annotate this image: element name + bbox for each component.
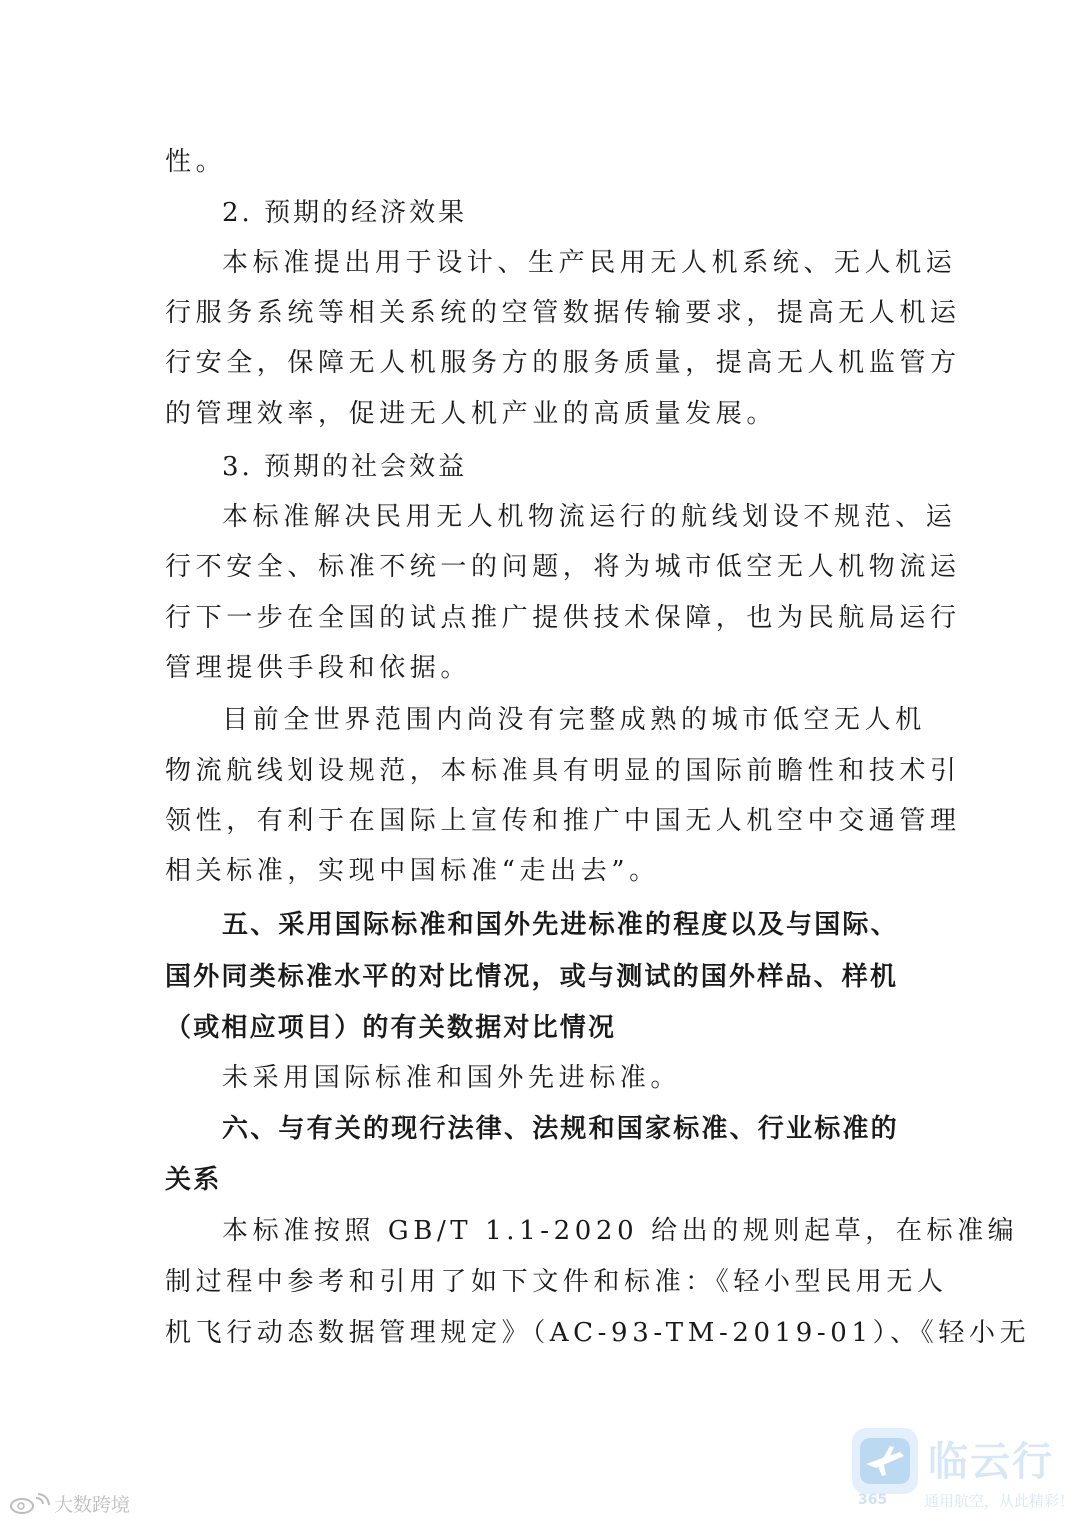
section-subheading: 2. 预期的经济效果: [222, 198, 468, 228]
paragraph-line: 行服务系统等相关系统的空管数据传输要求，提高无人机运: [165, 298, 961, 328]
paragraph-line: 行不安全、标准不统一的问题，将为城市低空无人机物流运: [165, 552, 961, 582]
section-heading: 五、采用国际标准和国外先进标准的程度以及与国际、: [222, 910, 899, 940]
section-subheading: 3. 预期的社会效益: [222, 452, 468, 482]
watermark-badge: 365: [858, 1492, 888, 1508]
watermark-right: [852, 1412, 1075, 1522]
paragraph-line: 未采用国际标准和国外先进标准。: [222, 1063, 682, 1093]
watermark-left: [8, 1490, 130, 1517]
section-heading: 六、与有关的现行法律、法规和国家标准、行业标准的: [222, 1114, 899, 1144]
paragraph-line: 物流航线划设规范，本标准具有明显的国际前瞻性和技术引: [165, 756, 961, 786]
paragraph-line: 本标准提出用于设计、生产民用无人机系统、无人机运: [222, 248, 957, 278]
airplane-app-icon: [852, 1428, 918, 1494]
paragraph-line: 管理提供手段和依据。: [165, 653, 472, 683]
section-heading: （或相应项目）的有关数据对比情况: [165, 1013, 617, 1043]
section-heading: 关系: [165, 1165, 222, 1195]
watermark-left-text: 大数跨境: [54, 1494, 131, 1516]
paragraph-line: 领性，有利于在国际上宣传和推广中国无人机空中交通管理: [165, 806, 961, 836]
paragraph-line: 的管理效率，促进无人机产业的高质量发展。: [165, 399, 778, 429]
weibo-logo-icon: [8, 1493, 50, 1515]
paragraph-line: 目前全世界范围内尚没有完整成熟的城市低空无人机: [222, 705, 926, 735]
paragraph-line: 行下一步在全国的试点推广提供技术保障，也为民航局运行: [165, 603, 961, 633]
paragraph-line: 制过程中参考和引用了如下文件和标准：《轻小型民用无人: [165, 1267, 948, 1297]
section-heading: 国外同类标准水平的对比情况，或与测试的国外样品、样机: [165, 962, 899, 992]
paragraph-line: 性。: [165, 147, 227, 177]
paragraph-line: 本标准解决民用无人机物流运行的航线划设不规范、运: [222, 502, 957, 532]
paragraph-line: 本标准按照 GB/T 1.1-2020 给出的规则起草，在标准编: [222, 1216, 1019, 1246]
paragraph-line: 行安全，保障无人机服务方的服务质量，提高无人机监管方: [165, 348, 961, 378]
watermark-tagline: 通用航空，从此精彩！: [924, 1492, 1075, 1510]
watermark-brand-name: 临云行: [928, 1439, 1054, 1485]
paragraph-line: 相关标准，实现中国标准“走出去”。: [165, 856, 660, 886]
paragraph-line: 机飞行动态数据管理规定》（AC-93-TM-2019-01）、《轻小无: [165, 1318, 1031, 1348]
